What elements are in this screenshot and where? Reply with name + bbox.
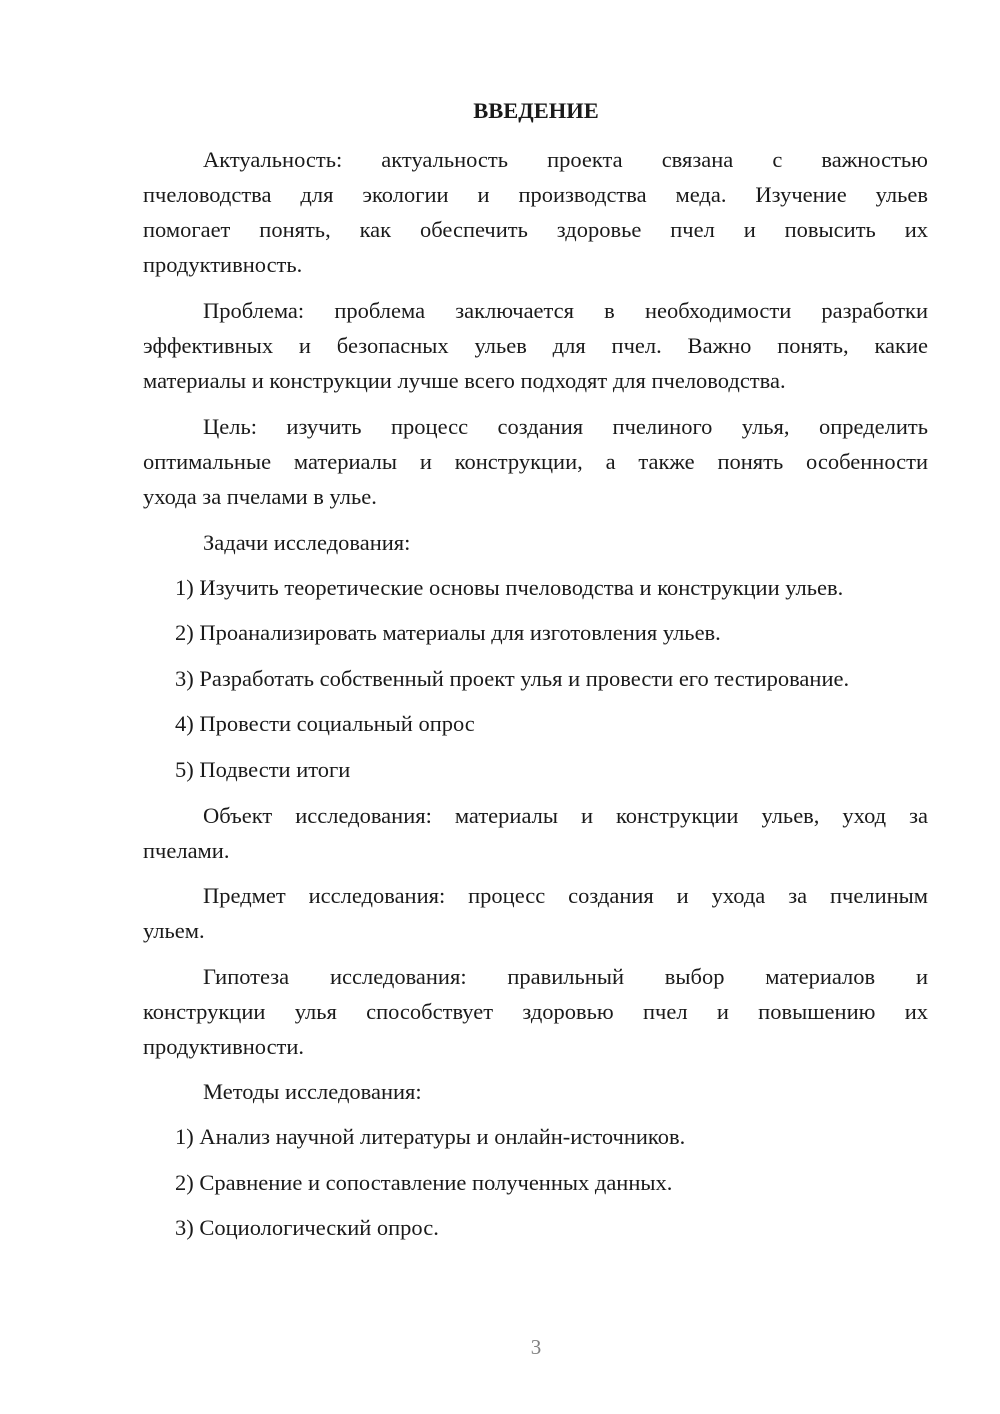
text-line: пчелами. [143, 838, 230, 863]
paragraph-object [143, 798, 928, 868]
task-item: 5) Подвести итоги [175, 757, 351, 782]
task-item: 1) Изучить теоретические основы пчеловодства и конструкции ульев. [175, 575, 844, 600]
paragraph-relevance [143, 142, 928, 282]
text-line: Предмет исследования: процесс создания и ухода за пчелиным [203, 883, 928, 908]
text-line: эффективных и безопасных ульев для пчел. Важно понять, какие [143, 333, 928, 358]
text-line: ухода за пчелами в улье. [143, 484, 377, 509]
page-title: ВВЕДЕНИЕ [473, 98, 599, 123]
text-line: продуктивность. [143, 252, 303, 277]
task-item: 2) Проанализировать материалы для изготовления ульев. [175, 620, 721, 645]
text-line: конструкции улья способствует здоровью пчел и повышению их [143, 999, 928, 1024]
method-item: 2) Сравнение и сопоставление полученных данных. [175, 1170, 673, 1195]
text-line: материалы и конструкции лучше всего подходят для пчеловодства. [143, 368, 786, 393]
task-item: 4) Провести социальный опрос [175, 711, 475, 736]
paragraph-hypothesis [143, 959, 928, 1064]
task-item: 3) Разработать собственный проект улья и провести его тестирование. [175, 666, 850, 691]
text-line: Объект исследования: материалы и конструкции ульев, уход за [203, 803, 928, 828]
text-line: Гипотеза исследования: правильный выбор материалов и [203, 964, 928, 989]
paragraph-problem [143, 293, 928, 398]
paragraph-subject [143, 878, 928, 948]
text-line: оптимальные материалы и конструкции, а также понять особенности [143, 449, 928, 474]
text-line: продуктивности. [143, 1034, 305, 1059]
tasks-heading: Задачи исследования: [203, 530, 411, 555]
methods-heading: Методы исследования: [203, 1079, 422, 1104]
page-number: 3 [530, 1335, 542, 1359]
method-item: 1) Анализ научной литературы и онлайн-источников. [175, 1124, 686, 1149]
text-line: Проблема: проблема заключается в необходимости разработки [203, 298, 928, 323]
paragraph-goal [143, 409, 928, 514]
text-line: пчеловодства для экологии и производства меда. Изучение ульев [143, 182, 928, 207]
text-line: помогает понять, как обеспечить здоровье пчел и повысить их [143, 217, 928, 242]
method-item: 3) Социологический опрос. [175, 1215, 439, 1240]
text-line: ульем. [143, 918, 205, 943]
text-line: Актуальность: актуальность проекта связана с важностью [203, 147, 928, 172]
text-line: Цель: изучить процесс создания пчелиного улья, определить [203, 414, 928, 439]
